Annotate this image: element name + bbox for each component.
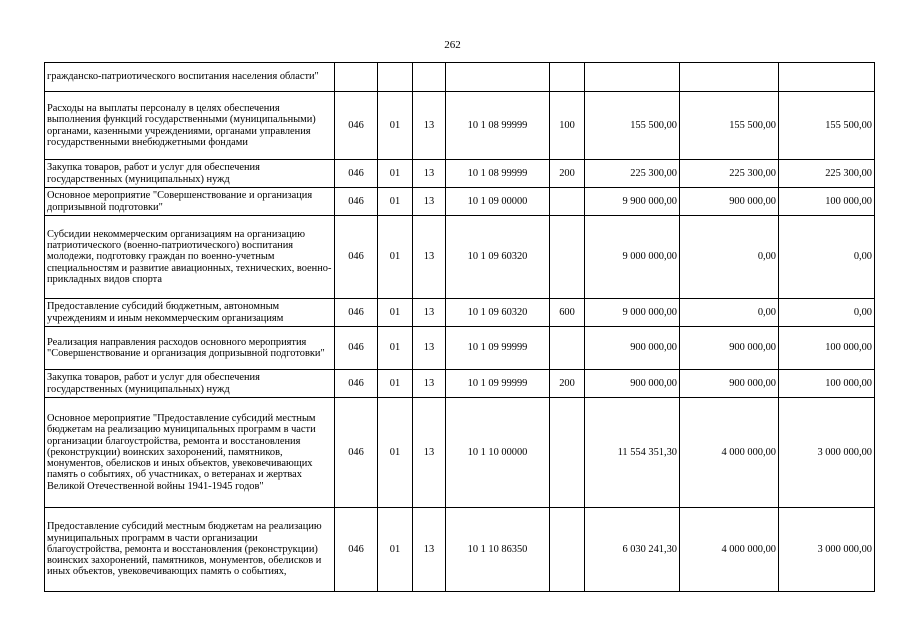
expense-type-cell: 600 (550, 299, 585, 327)
grbs-code-cell: 046 (335, 160, 378, 188)
subsection-code-cell: 13 (413, 327, 446, 370)
expense-type-cell (550, 508, 585, 592)
section-code-cell: 01 (378, 160, 413, 188)
subsection-code-cell: 13 (413, 92, 446, 160)
amount-year1-cell: 900 000,00 (585, 327, 680, 370)
target-article-cell: 10 1 09 60320 (446, 299, 550, 327)
expense-name-cell: Предоставление субсидий местным бюджетам на реализацию муниципальных программ в части организации благоустройства, ремонта и восстановления (реконструкции) воинских захоронений, памятников, монументов, обелисков и иных объектов, увековечивающих память о событиях, (45, 508, 335, 592)
expense-type-cell (550, 327, 585, 370)
expense-name-cell: Предоставление субсидий бюджетным, автономным учреждениям и иным некоммерческим организациям (45, 299, 335, 327)
subsection-code-cell: 13 (413, 188, 446, 216)
expense-type-cell: 200 (550, 370, 585, 398)
amount-year1-cell: 9 000 000,00 (585, 299, 680, 327)
target-article-cell: 10 1 09 99999 (446, 370, 550, 398)
section-code-cell: 01 (378, 370, 413, 398)
table-row (45, 160, 875, 188)
table-row (45, 92, 875, 160)
table-row (45, 398, 875, 508)
amount-year3-cell: 0,00 (779, 216, 875, 299)
section-code-cell: 01 (378, 508, 413, 592)
grbs-code-cell: 046 (335, 508, 378, 592)
subsection-code-cell: 13 (413, 216, 446, 299)
section-code-cell: 01 (378, 299, 413, 327)
amount-year1-cell: 900 000,00 (585, 370, 680, 398)
target-article-cell: 10 1 10 86350 (446, 508, 550, 592)
amount-year2-cell: 0,00 (680, 299, 779, 327)
expense-type-cell: 200 (550, 160, 585, 188)
subsection-code-cell: 13 (413, 508, 446, 592)
expense-name-cell: Закупка товаров, работ и услуг для обеспечения государственных (муниципальных) нужд (45, 160, 335, 188)
expense-type-cell (550, 63, 585, 92)
section-code-cell: 01 (378, 398, 413, 508)
amount-year2-cell: 155 500,00 (680, 92, 779, 160)
table-row (45, 370, 875, 398)
amount-year3-cell (779, 63, 875, 92)
table-row (45, 299, 875, 327)
amount-year1-cell: 9 900 000,00 (585, 188, 680, 216)
grbs-code-cell (335, 63, 378, 92)
table-row (45, 216, 875, 299)
subsection-code-cell: 13 (413, 160, 446, 188)
grbs-code-cell: 046 (335, 92, 378, 160)
amount-year1-cell: 155 500,00 (585, 92, 680, 160)
expense-type-cell (550, 216, 585, 299)
amount-year2-cell: 0,00 (680, 216, 779, 299)
subsection-code-cell (413, 63, 446, 92)
subsection-code-cell: 13 (413, 370, 446, 398)
amount-year2-cell: 225 300,00 (680, 160, 779, 188)
grbs-code-cell: 046 (335, 370, 378, 398)
expense-name-cell: Расходы на выплаты персоналу в целях обеспечения выполнения функций государственными (муниципальными) органами, казенными учреждениями, органами управления государственными внебюджетными фондами (45, 92, 335, 160)
amount-year1-cell: 11 554 351,30 (585, 398, 680, 508)
section-code-cell: 01 (378, 188, 413, 216)
subsection-code-cell: 13 (413, 398, 446, 508)
section-code-cell: 01 (378, 216, 413, 299)
amount-year3-cell: 3 000 000,00 (779, 508, 875, 592)
subsection-code-cell: 13 (413, 299, 446, 327)
amount-year3-cell: 155 500,00 (779, 92, 875, 160)
amount-year3-cell: 3 000 000,00 (779, 398, 875, 508)
expense-type-cell: 100 (550, 92, 585, 160)
target-article-cell: 10 1 09 00000 (446, 188, 550, 216)
table-row (45, 188, 875, 216)
target-article-cell: 10 1 09 60320 (446, 216, 550, 299)
target-article-cell (446, 63, 550, 92)
amount-year2-cell: 4 000 000,00 (680, 508, 779, 592)
expense-name-cell: гражданско-патриотического воспитания населения области" (45, 63, 335, 92)
amount-year3-cell: 100 000,00 (779, 188, 875, 216)
budget-table (44, 62, 875, 592)
expense-name-cell: Основное мероприятие "Предоставление субсидий местным бюджетам на реализацию муниципальных программ в части организации благоустройства, ремонта и восстановления (реконструкции) воинских захоронений, памятников, монументов, обелисков и иных объектов, увековечивающих память о событиях, об участниках, о ветеранах и жертвах Великой Отечественной войны 1941-1945 годов" (45, 398, 335, 508)
amount-year3-cell: 100 000,00 (779, 327, 875, 370)
amount-year1-cell: 6 030 241,30 (585, 508, 680, 592)
amount-year2-cell: 900 000,00 (680, 370, 779, 398)
amount-year2-cell: 900 000,00 (680, 188, 779, 216)
grbs-code-cell: 046 (335, 188, 378, 216)
target-article-cell: 10 1 08 99999 (446, 92, 550, 160)
amount-year3-cell: 225 300,00 (779, 160, 875, 188)
page-number: 262 (444, 39, 461, 51)
section-code-cell (378, 63, 413, 92)
amount-year3-cell: 0,00 (779, 299, 875, 327)
target-article-cell: 10 1 10 00000 (446, 398, 550, 508)
section-code-cell: 01 (378, 327, 413, 370)
expense-type-cell (550, 188, 585, 216)
grbs-code-cell: 046 (335, 216, 378, 299)
amount-year3-cell: 100 000,00 (779, 370, 875, 398)
section-code-cell: 01 (378, 92, 413, 160)
amount-year2-cell (680, 63, 779, 92)
grbs-code-cell: 046 (335, 327, 378, 370)
target-article-cell: 10 1 08 99999 (446, 160, 550, 188)
amount-year2-cell: 4 000 000,00 (680, 398, 779, 508)
table-row (45, 327, 875, 370)
amount-year2-cell: 900 000,00 (680, 327, 779, 370)
amount-year1-cell: 9 000 000,00 (585, 216, 680, 299)
amount-year1-cell (585, 63, 680, 92)
expense-name-cell: Субсидии некоммерческим организациям на организацию патриотического (военно-патриотического) воспитания молодежи, подготовку граждан по военно-учетным специальностям и развитие авиационных, технических, военно-прикладных видов спорта (45, 216, 335, 299)
table-row (45, 63, 875, 92)
table-row (45, 508, 875, 592)
expense-name-cell: Реализация направления расходов основного мероприятия "Совершенствование и организация допризывной подготовки" (45, 327, 335, 370)
grbs-code-cell: 046 (335, 398, 378, 508)
expense-name-cell: Основное мероприятие "Совершенствование и организация допризывной подготовки" (45, 188, 335, 216)
expense-type-cell (550, 398, 585, 508)
amount-year1-cell: 225 300,00 (585, 160, 680, 188)
expense-name-cell: Закупка товаров, работ и услуг для обеспечения государственных (муниципальных) нужд (45, 370, 335, 398)
budget-table-body (45, 63, 875, 592)
grbs-code-cell: 046 (335, 299, 378, 327)
target-article-cell: 10 1 09 99999 (446, 327, 550, 370)
